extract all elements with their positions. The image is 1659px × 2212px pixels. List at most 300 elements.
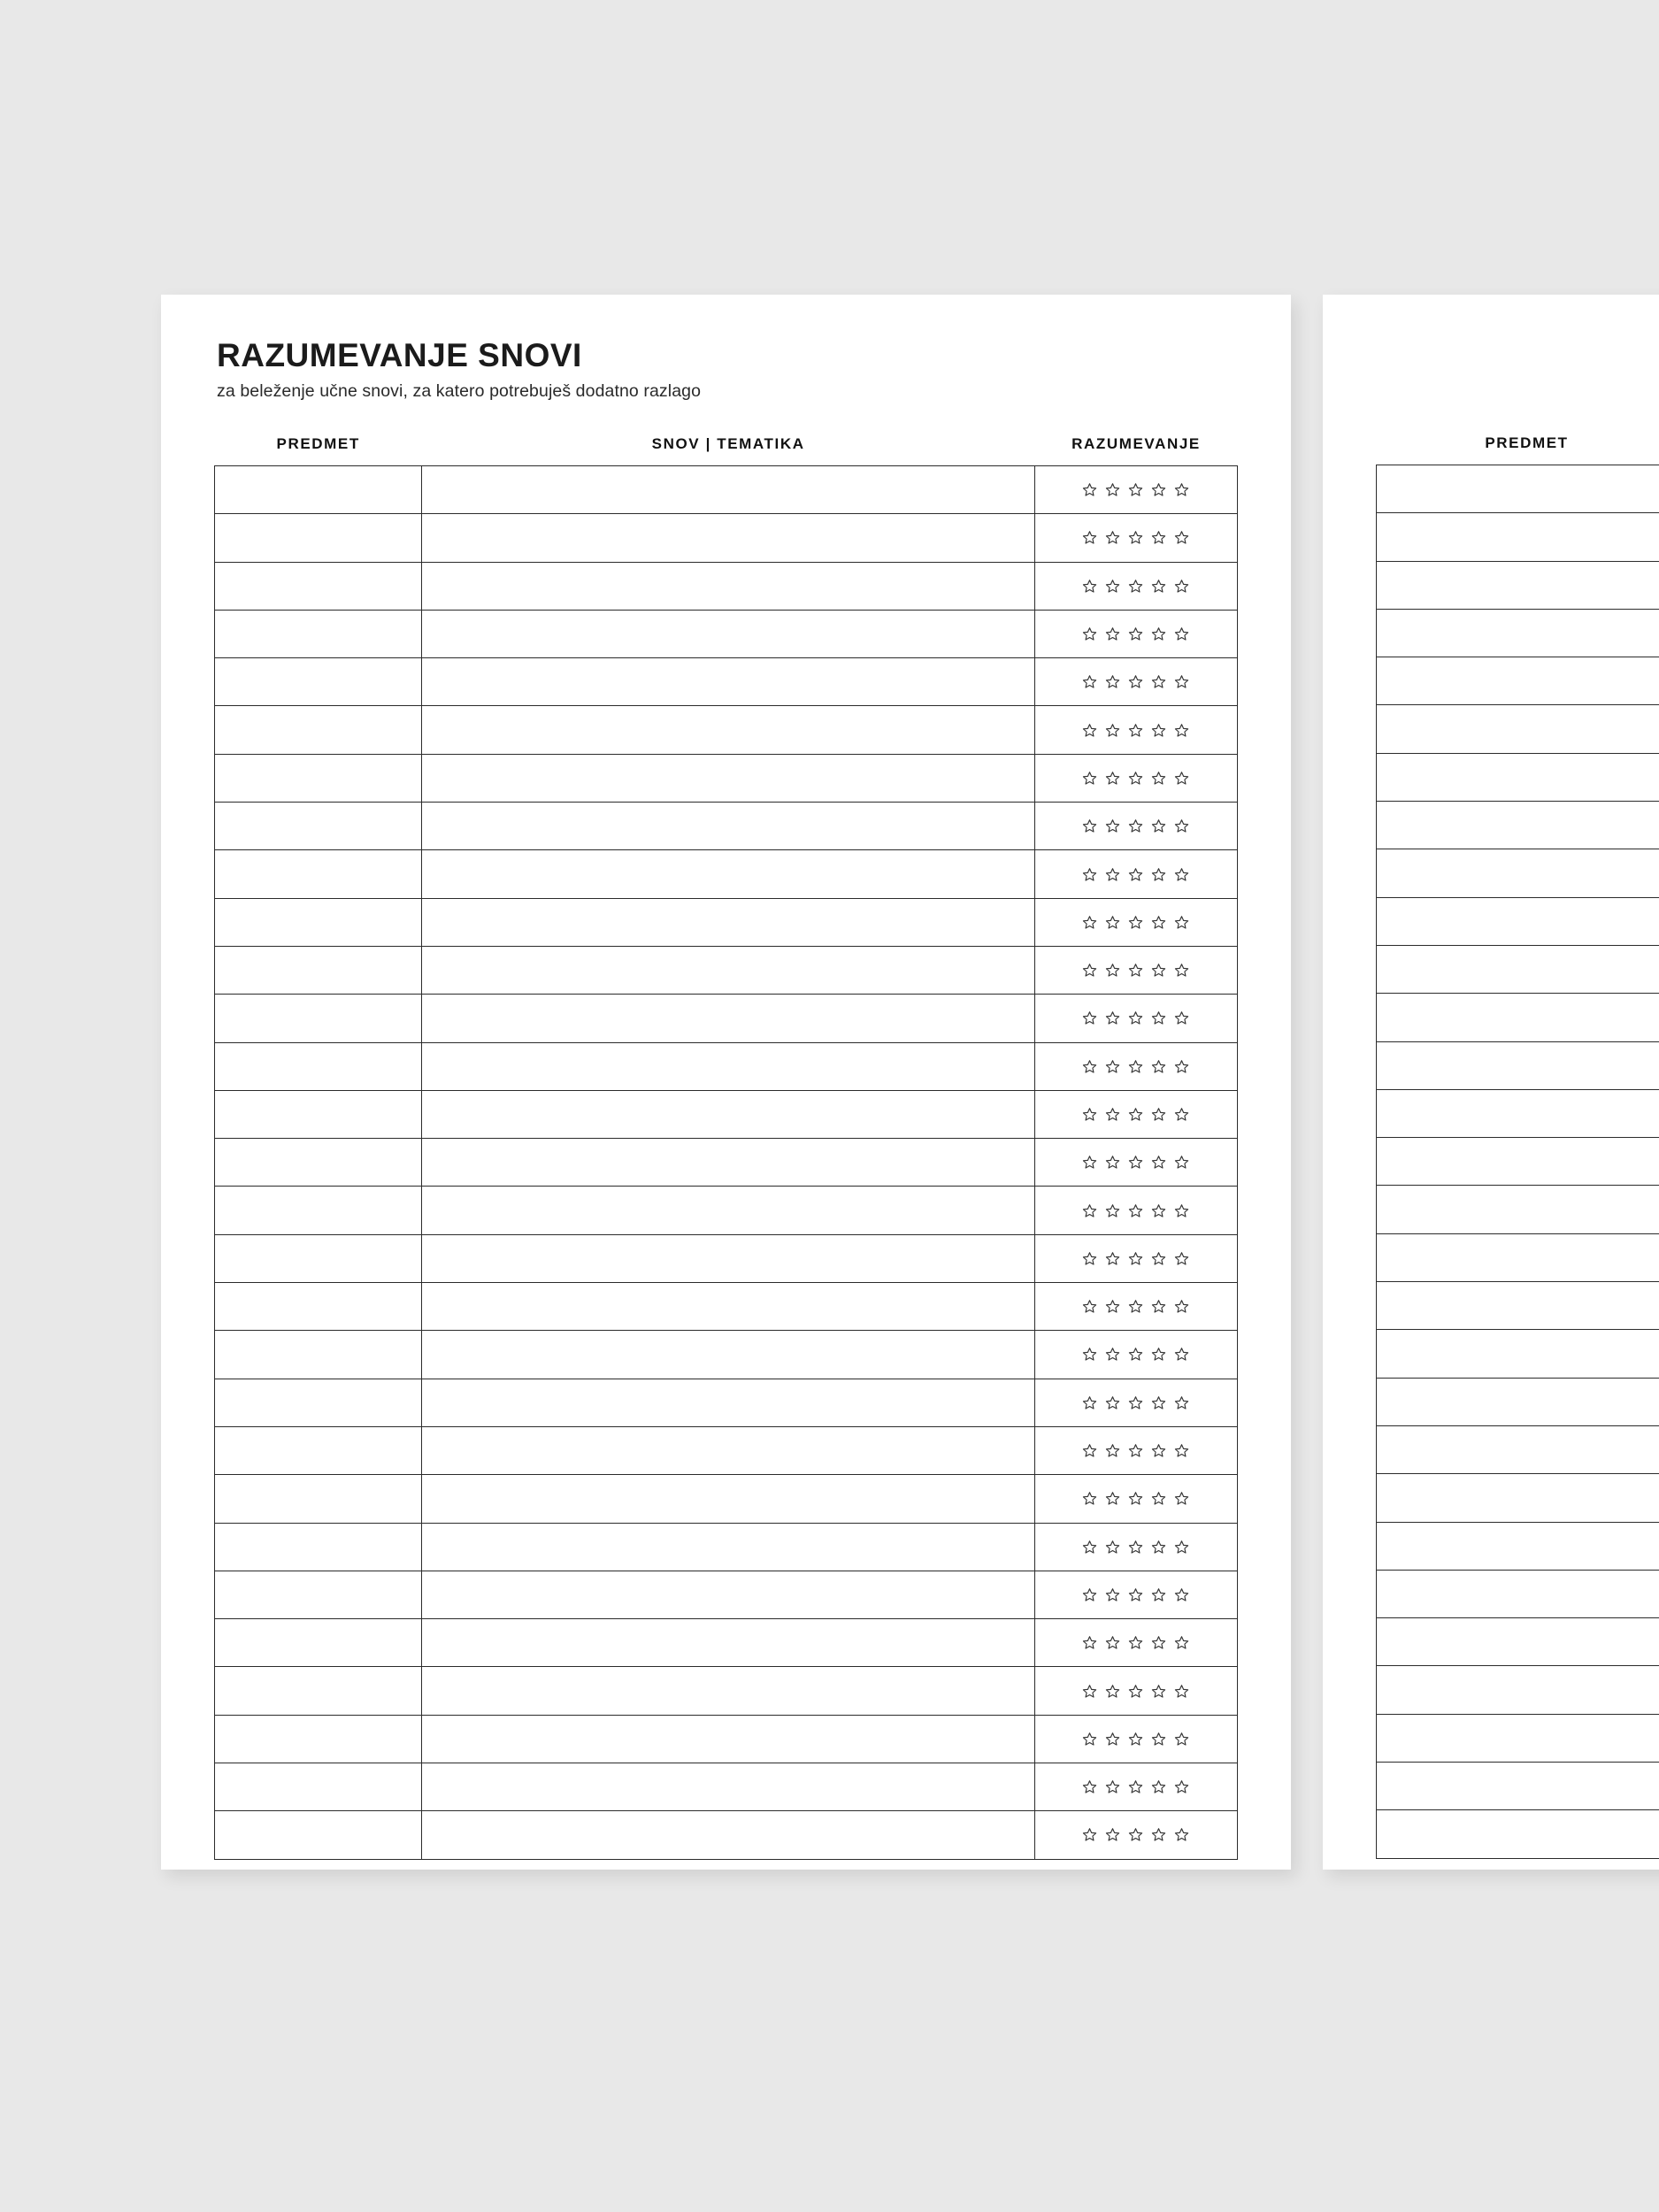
star-rating[interactable] [1035, 611, 1237, 657]
star-outline-icon[interactable] [1105, 530, 1120, 545]
star-rating[interactable] [1035, 850, 1237, 897]
subject-cell[interactable] [215, 1619, 422, 1667]
star-outline-icon[interactable] [1082, 1059, 1097, 1074]
star-outline-icon[interactable] [1151, 1203, 1166, 1218]
star-outline-icon[interactable] [1151, 1587, 1166, 1602]
star-outline-icon[interactable] [1174, 818, 1189, 833]
subject-cell[interactable] [1377, 753, 1659, 801]
star-outline-icon[interactable] [1128, 818, 1143, 833]
star-outline-icon[interactable] [1082, 1155, 1097, 1170]
topic-cell[interactable] [422, 1667, 1035, 1715]
star-outline-icon[interactable] [1082, 818, 1097, 833]
rating-cell[interactable] [1034, 706, 1237, 754]
star-outline-icon[interactable] [1128, 674, 1143, 689]
star-outline-icon[interactable] [1151, 1251, 1166, 1266]
subject-cell[interactable] [1377, 657, 1659, 705]
subject-cell[interactable] [1377, 1474, 1659, 1522]
star-outline-icon[interactable] [1174, 1059, 1189, 1074]
topic-cell[interactable] [422, 1811, 1035, 1859]
star-outline-icon[interactable] [1105, 482, 1120, 497]
star-rating[interactable] [1035, 1811, 1237, 1858]
subject-cell[interactable] [215, 1426, 422, 1474]
star-outline-icon[interactable] [1174, 1251, 1189, 1266]
rating-cell[interactable] [1034, 1139, 1237, 1187]
star-rating[interactable] [1035, 563, 1237, 610]
star-outline-icon[interactable] [1082, 963, 1097, 978]
star-outline-icon[interactable] [1128, 723, 1143, 738]
star-outline-icon[interactable] [1105, 963, 1120, 978]
star-outline-icon[interactable] [1105, 1395, 1120, 1410]
star-outline-icon[interactable] [1128, 1635, 1143, 1650]
rating-cell[interactable] [1034, 995, 1237, 1042]
rating-cell[interactable] [1034, 1475, 1237, 1523]
rating-cell[interactable] [1034, 1331, 1237, 1379]
star-outline-icon[interactable] [1105, 1587, 1120, 1602]
star-outline-icon[interactable] [1082, 579, 1097, 594]
star-outline-icon[interactable] [1082, 1251, 1097, 1266]
topic-cell[interactable] [422, 706, 1035, 754]
star-outline-icon[interactable] [1082, 771, 1097, 786]
star-outline-icon[interactable] [1128, 1251, 1143, 1266]
subject-cell[interactable] [1377, 1330, 1659, 1378]
star-outline-icon[interactable] [1128, 963, 1143, 978]
star-rating[interactable] [1035, 1475, 1237, 1522]
rating-cell[interactable] [1034, 946, 1237, 994]
star-outline-icon[interactable] [1105, 1203, 1120, 1218]
star-rating[interactable] [1035, 1187, 1237, 1233]
star-outline-icon[interactable] [1105, 1443, 1120, 1458]
star-rating[interactable] [1035, 658, 1237, 705]
star-outline-icon[interactable] [1082, 1827, 1097, 1842]
star-outline-icon[interactable] [1128, 1107, 1143, 1122]
star-outline-icon[interactable] [1082, 915, 1097, 930]
topic-cell[interactable] [422, 1619, 1035, 1667]
rating-cell[interactable] [1034, 1715, 1237, 1763]
subject-cell[interactable] [1377, 1810, 1659, 1858]
subject-cell[interactable] [1377, 1570, 1659, 1617]
subject-cell[interactable] [1377, 1041, 1659, 1089]
topic-cell[interactable] [422, 850, 1035, 898]
topic-cell[interactable] [422, 1426, 1035, 1474]
rating-cell[interactable] [1034, 658, 1237, 706]
subject-cell[interactable] [215, 1187, 422, 1234]
star-outline-icon[interactable] [1105, 579, 1120, 594]
table-row [215, 466, 1238, 514]
subject-cell[interactable] [215, 1523, 422, 1571]
column-header-subject-secondary: PREDMET [1485, 434, 1569, 451]
star-outline-icon[interactable] [1128, 1347, 1143, 1362]
subject-cell[interactable] [1377, 1089, 1659, 1137]
subject-cell[interactable] [1377, 1282, 1659, 1330]
star-outline-icon[interactable] [1151, 1299, 1166, 1314]
star-outline-icon[interactable] [1174, 1587, 1189, 1602]
subject-cell[interactable] [215, 706, 422, 754]
star-outline-icon[interactable] [1082, 1732, 1097, 1747]
star-rating[interactable] [1035, 1667, 1237, 1714]
star-outline-icon[interactable] [1082, 867, 1097, 882]
star-outline-icon[interactable] [1151, 867, 1166, 882]
star-rating[interactable] [1035, 1091, 1237, 1138]
rating-cell[interactable] [1034, 1283, 1237, 1331]
star-outline-icon[interactable] [1105, 1635, 1120, 1650]
star-outline-icon[interactable] [1105, 1299, 1120, 1314]
subject-cell[interactable] [1377, 465, 1659, 513]
table-row [215, 658, 1238, 706]
star-outline-icon[interactable] [1174, 1203, 1189, 1218]
star-outline-icon[interactable] [1128, 1010, 1143, 1025]
table-row [1377, 1763, 1659, 1810]
subject-cell[interactable] [1377, 945, 1659, 993]
star-outline-icon[interactable] [1174, 530, 1189, 545]
star-outline-icon[interactable] [1082, 1010, 1097, 1025]
star-outline-icon[interactable] [1174, 1684, 1189, 1699]
subject-cell[interactable] [1377, 1714, 1659, 1762]
star-outline-icon[interactable] [1105, 1107, 1120, 1122]
subject-cell[interactable] [215, 1811, 422, 1859]
subject-cell[interactable] [215, 754, 422, 802]
star-rating[interactable] [1035, 1619, 1237, 1666]
rating-cell[interactable] [1034, 1187, 1237, 1234]
star-outline-icon[interactable] [1128, 1587, 1143, 1602]
subject-cell[interactable] [1377, 1233, 1659, 1281]
star-rating[interactable] [1035, 1331, 1237, 1378]
star-outline-icon[interactable] [1174, 626, 1189, 641]
subject-cell[interactable] [215, 1475, 422, 1523]
topic-cell[interactable] [422, 946, 1035, 994]
topic-cell[interactable] [422, 1715, 1035, 1763]
star-outline-icon[interactable] [1151, 915, 1166, 930]
subject-cell[interactable] [1377, 849, 1659, 897]
star-outline-icon[interactable] [1105, 1684, 1120, 1699]
subject-cell[interactable] [215, 850, 422, 898]
subject-cell[interactable] [215, 946, 422, 994]
rating-cell[interactable] [1034, 898, 1237, 946]
star-outline-icon[interactable] [1151, 1779, 1166, 1794]
star-outline-icon[interactable] [1082, 626, 1097, 641]
subject-cell[interactable] [215, 803, 422, 850]
star-outline-icon[interactable] [1174, 1107, 1189, 1122]
topic-cell[interactable] [422, 466, 1035, 514]
star-outline-icon[interactable] [1151, 723, 1166, 738]
star-outline-icon[interactable] [1105, 915, 1120, 930]
subject-cell[interactable] [215, 1139, 422, 1187]
topic-cell[interactable] [422, 1042, 1035, 1090]
rating-cell[interactable] [1034, 1667, 1237, 1715]
star-outline-icon[interactable] [1082, 1491, 1097, 1506]
star-outline-icon[interactable] [1128, 1684, 1143, 1699]
star-outline-icon[interactable] [1174, 723, 1189, 738]
star-outline-icon[interactable] [1082, 482, 1097, 497]
star-outline-icon[interactable] [1105, 1347, 1120, 1362]
subject-cell[interactable] [215, 1379, 422, 1426]
rating-cell[interactable] [1034, 1234, 1237, 1282]
rating-cell[interactable] [1034, 1811, 1237, 1859]
star-outline-icon[interactable] [1082, 1347, 1097, 1362]
topic-cell[interactable] [422, 1523, 1035, 1571]
subject-cell[interactable] [1377, 1522, 1659, 1570]
star-outline-icon[interactable] [1151, 1732, 1166, 1747]
star-outline-icon[interactable] [1174, 1540, 1189, 1555]
topic-cell[interactable] [422, 995, 1035, 1042]
table-row [215, 1426, 1238, 1474]
rating-cell[interactable] [1034, 1042, 1237, 1090]
star-outline-icon[interactable] [1151, 482, 1166, 497]
star-outline-icon[interactable] [1128, 771, 1143, 786]
subject-cell[interactable] [1377, 1378, 1659, 1425]
star-rating[interactable] [1035, 899, 1237, 946]
subject-cell[interactable] [1377, 1763, 1659, 1810]
star-outline-icon[interactable] [1105, 1010, 1120, 1025]
subject-cell[interactable] [1377, 705, 1659, 753]
star-outline-icon[interactable] [1105, 771, 1120, 786]
star-outline-icon[interactable] [1174, 1732, 1189, 1747]
rating-cell[interactable] [1034, 1571, 1237, 1618]
star-outline-icon[interactable] [1151, 1155, 1166, 1170]
subject-cell[interactable] [1377, 802, 1659, 849]
star-outline-icon[interactable] [1174, 867, 1189, 882]
star-rating[interactable] [1035, 947, 1237, 994]
rating-cell[interactable] [1034, 1763, 1237, 1811]
topic-cell[interactable] [422, 1475, 1035, 1523]
topic-cell[interactable] [422, 1331, 1035, 1379]
star-outline-icon[interactable] [1128, 1491, 1143, 1506]
rating-cell[interactable] [1034, 562, 1237, 610]
star-outline-icon[interactable] [1128, 626, 1143, 641]
subject-cell[interactable] [215, 995, 422, 1042]
star-outline-icon[interactable] [1105, 867, 1120, 882]
star-outline-icon[interactable] [1082, 1635, 1097, 1650]
star-outline-icon[interactable] [1082, 1443, 1097, 1458]
rating-cell[interactable] [1034, 803, 1237, 850]
subject-cell[interactable] [215, 1090, 422, 1138]
star-rating[interactable] [1035, 706, 1237, 753]
subject-cell[interactable] [215, 658, 422, 706]
subject-cell[interactable] [1377, 1425, 1659, 1473]
topic-cell[interactable] [422, 803, 1035, 850]
star-outline-icon[interactable] [1105, 626, 1120, 641]
topic-cell[interactable] [422, 1571, 1035, 1618]
star-rating[interactable] [1035, 755, 1237, 802]
rating-cell[interactable] [1034, 754, 1237, 802]
rating-cell[interactable] [1034, 1090, 1237, 1138]
subject-cell[interactable] [1377, 561, 1659, 609]
star-outline-icon[interactable] [1128, 1155, 1143, 1170]
topic-cell[interactable] [422, 1234, 1035, 1282]
subject-cell[interactable] [215, 898, 422, 946]
subject-cell[interactable] [1377, 1138, 1659, 1186]
star-outline-icon[interactable] [1151, 1010, 1166, 1025]
subject-cell[interactable] [215, 1667, 422, 1715]
star-outline-icon[interactable] [1174, 771, 1189, 786]
star-outline-icon[interactable] [1105, 1059, 1120, 1074]
star-outline-icon[interactable] [1082, 1684, 1097, 1699]
star-outline-icon[interactable] [1174, 1779, 1189, 1794]
star-outline-icon[interactable] [1151, 1827, 1166, 1842]
star-outline-icon[interactable] [1105, 1732, 1120, 1747]
star-rating[interactable] [1035, 1139, 1237, 1186]
star-rating[interactable] [1035, 1379, 1237, 1426]
topic-cell[interactable] [422, 610, 1035, 657]
star-outline-icon[interactable] [1174, 482, 1189, 497]
star-outline-icon[interactable] [1151, 1684, 1166, 1699]
star-outline-icon[interactable] [1151, 1443, 1166, 1458]
star-outline-icon[interactable] [1105, 1155, 1120, 1170]
rating-cell[interactable] [1034, 466, 1237, 514]
subject-cell[interactable] [215, 1763, 422, 1811]
star-outline-icon[interactable] [1174, 1155, 1189, 1170]
star-outline-icon[interactable] [1151, 963, 1166, 978]
star-outline-icon[interactable] [1128, 1540, 1143, 1555]
star-rating[interactable] [1035, 995, 1237, 1041]
star-outline-icon[interactable] [1151, 1347, 1166, 1362]
subject-cell[interactable] [215, 466, 422, 514]
star-outline-icon[interactable] [1174, 915, 1189, 930]
subject-cell[interactable] [215, 562, 422, 610]
star-outline-icon[interactable] [1174, 1635, 1189, 1650]
topic-cell[interactable] [422, 1090, 1035, 1138]
star-outline-icon[interactable] [1105, 818, 1120, 833]
star-outline-icon[interactable] [1128, 530, 1143, 545]
subject-cell[interactable] [1377, 897, 1659, 945]
star-rating[interactable] [1035, 1716, 1237, 1763]
star-outline-icon[interactable] [1082, 1779, 1097, 1794]
star-outline-icon[interactable] [1174, 1491, 1189, 1506]
star-rating[interactable] [1035, 514, 1237, 561]
star-outline-icon[interactable] [1128, 579, 1143, 594]
star-outline-icon[interactable] [1174, 674, 1189, 689]
subject-cell[interactable] [1377, 1186, 1659, 1233]
table-row [215, 850, 1238, 898]
subject-cell[interactable] [1377, 1618, 1659, 1666]
star-outline-icon[interactable] [1128, 1827, 1143, 1842]
star-outline-icon[interactable] [1082, 530, 1097, 545]
star-outline-icon[interactable] [1174, 1010, 1189, 1025]
topic-cell[interactable] [422, 1283, 1035, 1331]
star-outline-icon[interactable] [1151, 771, 1166, 786]
star-outline-icon[interactable] [1174, 1395, 1189, 1410]
rating-cell[interactable] [1034, 1379, 1237, 1426]
star-outline-icon[interactable] [1105, 723, 1120, 738]
star-outline-icon[interactable] [1105, 1540, 1120, 1555]
subject-cell[interactable] [215, 610, 422, 657]
star-rating[interactable] [1035, 1524, 1237, 1571]
subject-cell[interactable] [1377, 609, 1659, 657]
rating-cell[interactable] [1034, 1619, 1237, 1667]
star-outline-icon[interactable] [1128, 1779, 1143, 1794]
topic-cell[interactable] [422, 754, 1035, 802]
star-rating[interactable] [1035, 803, 1237, 849]
star-outline-icon[interactable] [1174, 579, 1189, 594]
star-rating[interactable] [1035, 466, 1237, 513]
star-outline-icon[interactable] [1082, 674, 1097, 689]
rating-cell[interactable] [1034, 610, 1237, 657]
star-outline-icon[interactable] [1082, 1395, 1097, 1410]
topic-cell[interactable] [422, 514, 1035, 562]
star-outline-icon[interactable] [1128, 867, 1143, 882]
star-outline-icon[interactable] [1151, 1491, 1166, 1506]
star-outline-icon[interactable] [1151, 626, 1166, 641]
star-outline-icon[interactable] [1082, 1299, 1097, 1314]
star-outline-icon[interactable] [1151, 579, 1166, 594]
rating-cell[interactable] [1034, 1523, 1237, 1571]
topic-cell[interactable] [422, 1139, 1035, 1187]
topic-cell[interactable] [422, 1763, 1035, 1811]
star-outline-icon[interactable] [1128, 1299, 1143, 1314]
rating-cell[interactable] [1034, 850, 1237, 898]
star-outline-icon[interactable] [1128, 482, 1143, 497]
subject-cell[interactable] [215, 1234, 422, 1282]
table-row [1377, 657, 1659, 705]
star-outline-icon[interactable] [1151, 818, 1166, 833]
subject-cell[interactable] [215, 1283, 422, 1331]
star-outline-icon[interactable] [1128, 1443, 1143, 1458]
star-outline-icon[interactable] [1151, 1635, 1166, 1650]
star-outline-icon[interactable] [1082, 1107, 1097, 1122]
star-rating[interactable] [1035, 1235, 1237, 1282]
star-outline-icon[interactable] [1105, 1779, 1120, 1794]
star-outline-icon[interactable] [1128, 915, 1143, 930]
star-outline-icon[interactable] [1105, 1491, 1120, 1506]
star-outline-icon[interactable] [1105, 1251, 1120, 1266]
star-rating[interactable] [1035, 1043, 1237, 1090]
star-outline-icon[interactable] [1151, 1107, 1166, 1122]
star-outline-icon[interactable] [1174, 963, 1189, 978]
subject-cell[interactable] [215, 1715, 422, 1763]
rating-cell[interactable] [1034, 1426, 1237, 1474]
subject-cell[interactable] [215, 1571, 422, 1618]
table-row [1377, 1378, 1659, 1425]
star-outline-icon[interactable] [1174, 1827, 1189, 1842]
star-outline-icon[interactable] [1151, 1540, 1166, 1555]
star-outline-icon[interactable] [1151, 674, 1166, 689]
star-outline-icon[interactable] [1151, 1059, 1166, 1074]
subject-cell[interactable] [215, 1331, 422, 1379]
star-outline-icon[interactable] [1128, 1059, 1143, 1074]
star-outline-icon[interactable] [1174, 1299, 1189, 1314]
topic-cell[interactable] [422, 1187, 1035, 1234]
star-rating[interactable] [1035, 1427, 1237, 1474]
star-outline-icon[interactable] [1082, 1540, 1097, 1555]
star-outline-icon[interactable] [1128, 1732, 1143, 1747]
subject-cell[interactable] [215, 514, 422, 562]
star-outline-icon[interactable] [1151, 530, 1166, 545]
star-outline-icon[interactable] [1174, 1443, 1189, 1458]
star-outline-icon[interactable] [1105, 674, 1120, 689]
star-outline-icon[interactable] [1174, 1347, 1189, 1362]
subject-cell[interactable] [1377, 1666, 1659, 1714]
star-outline-icon[interactable] [1082, 1587, 1097, 1602]
subject-cell[interactable] [215, 1042, 422, 1090]
subject-cell[interactable] [1377, 994, 1659, 1041]
star-rating[interactable] [1035, 1763, 1237, 1810]
topic-cell[interactable] [422, 1379, 1035, 1426]
table-row [215, 1667, 1238, 1715]
star-outline-icon[interactable] [1128, 1203, 1143, 1218]
subject-cell[interactable] [1377, 513, 1659, 561]
star-rating[interactable] [1035, 1571, 1237, 1618]
star-outline-icon[interactable] [1105, 1827, 1120, 1842]
topic-cell[interactable] [422, 898, 1035, 946]
star-outline-icon[interactable] [1082, 1203, 1097, 1218]
topic-cell[interactable] [422, 562, 1035, 610]
table-row [1377, 1474, 1659, 1522]
star-outline-icon[interactable] [1082, 723, 1097, 738]
star-outline-icon[interactable] [1151, 1395, 1166, 1410]
star-rating[interactable] [1035, 1283, 1237, 1330]
star-outline-icon[interactable] [1128, 1395, 1143, 1410]
topic-cell[interactable] [422, 658, 1035, 706]
rating-cell[interactable] [1034, 514, 1237, 562]
